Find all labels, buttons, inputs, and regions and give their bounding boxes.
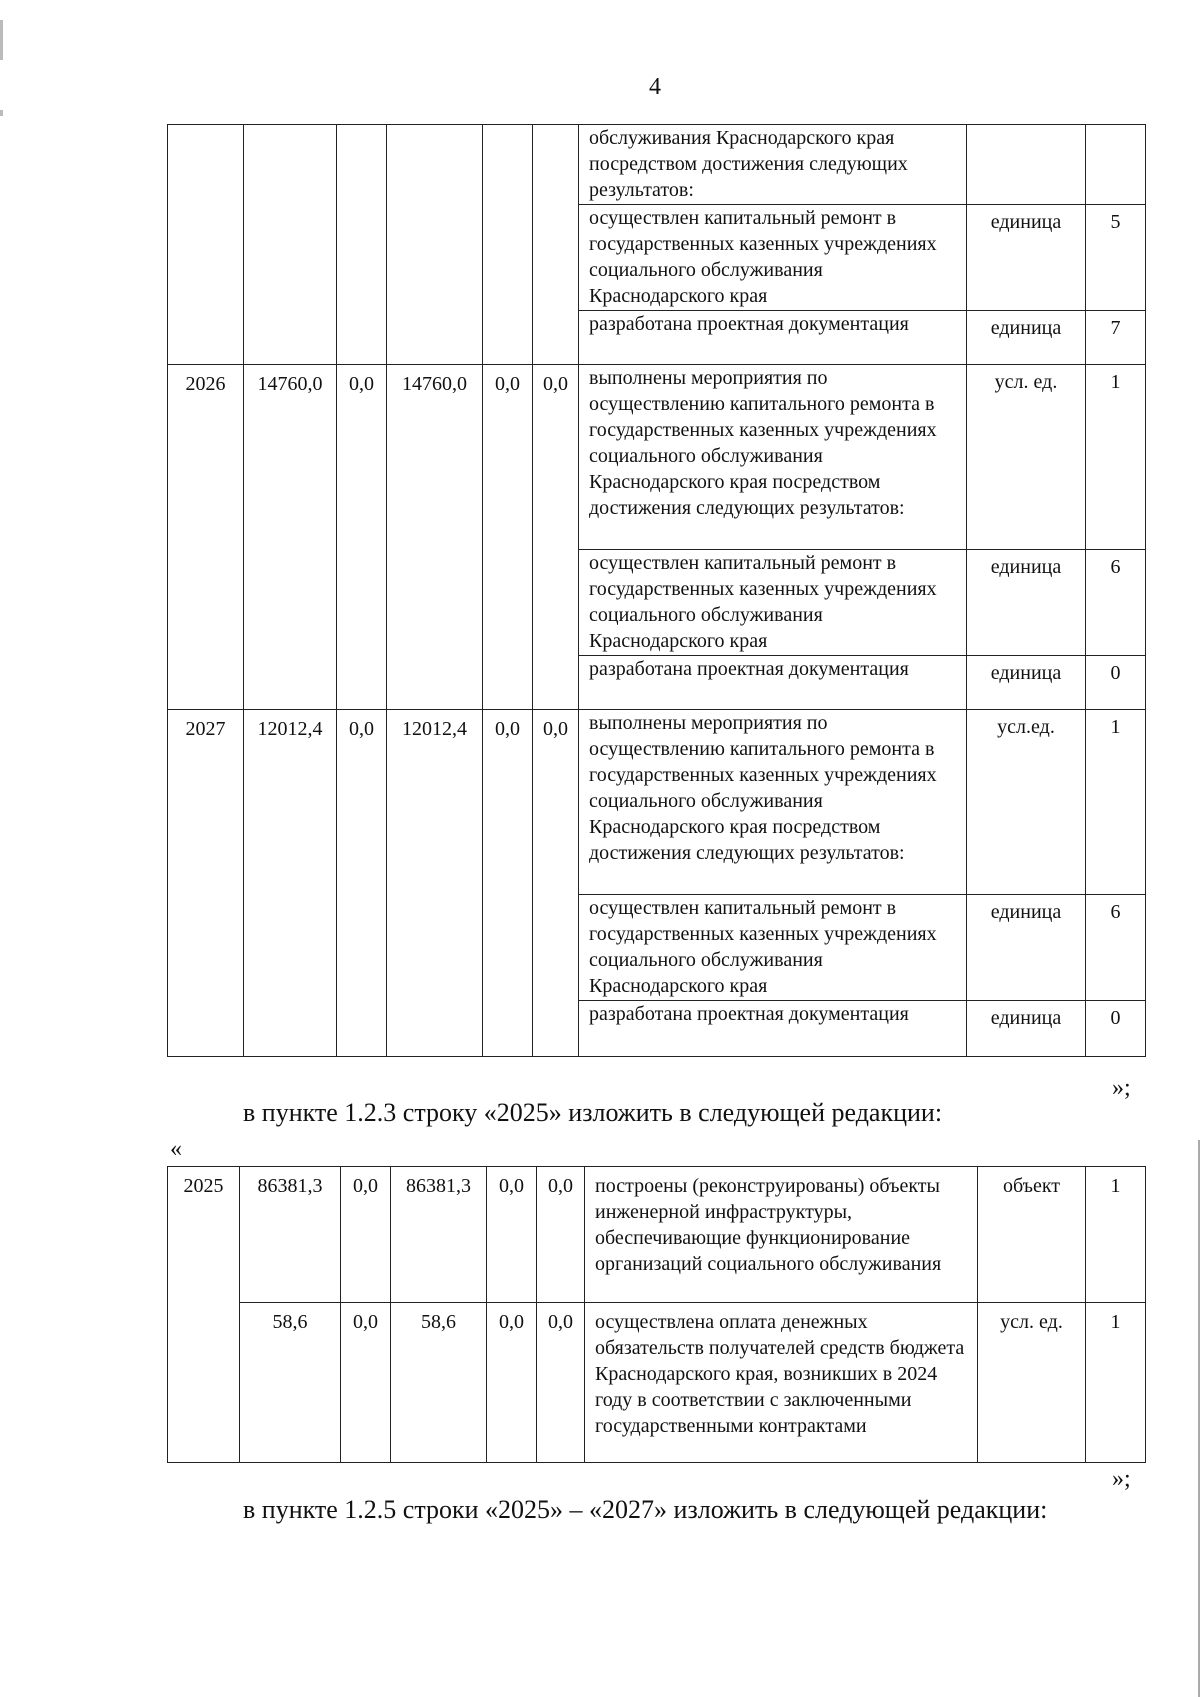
paragraph-amendment: в пункте 1.2.3 строку «2025» изложить в следующей редакции: xyxy=(243,1098,943,1127)
table-row xyxy=(168,365,1146,550)
year-cell: 2026 xyxy=(168,365,244,710)
results-table-continued xyxy=(167,124,1146,1057)
value-cell: 6 xyxy=(1086,895,1146,1001)
unit-cell: единица xyxy=(967,311,1086,365)
result-text: разработана проектная документация xyxy=(579,311,967,365)
value-cell: 0 xyxy=(1086,1001,1146,1057)
result-text: построены (реконструированы) объекты инженерной инфраструктуры, обеспечивающие функционирование организаций социального обслуживания xyxy=(585,1167,978,1303)
local-cell xyxy=(483,125,533,365)
unit-cell: единица xyxy=(967,895,1086,1001)
other-cell: 0,0 xyxy=(537,1303,585,1463)
result-text: осуществлен капитальный ремонт в государственных казенных учреждениях социального обслуживания Краснодарского края xyxy=(579,205,967,311)
value-cell: 1 xyxy=(1086,365,1146,550)
result-text: выполнены мероприятия по осуществлению капитального ремонта в государственных казенных учреждениях социального обслуживания Краснодарского края посредством достижения следующих результатов: xyxy=(579,710,967,895)
regional-cell: 12012,4 xyxy=(387,710,483,1057)
result-text: осуществлен капитальный ремонт в государственных казенных учреждениях социального обслуживания Краснодарского края xyxy=(579,895,967,1001)
results-table-2025 xyxy=(167,1166,1146,1463)
year-cell: 2027 xyxy=(168,710,244,1057)
regional-cell: 58,6 xyxy=(391,1303,487,1463)
other-cell: 0,0 xyxy=(533,710,579,1057)
local-cell: 0,0 xyxy=(483,365,533,710)
unit-cell: единица xyxy=(967,205,1086,311)
local-cell: 0,0 xyxy=(487,1303,537,1463)
result-text: выполнены мероприятия по осуществлению капитального ремонта в государственных казенных учреждениях социального обслуживания Краснодарского края посредством достижения следующих результатов: xyxy=(579,365,967,550)
value-cell: 6 xyxy=(1086,550,1146,656)
other-cell xyxy=(533,125,579,365)
closing-quote: »; xyxy=(1112,1075,1131,1101)
total-cell: 58,6 xyxy=(240,1303,341,1463)
regional-cell: 14760,0 xyxy=(387,365,483,710)
value-cell: 1 xyxy=(1086,710,1146,895)
result-text: обслуживания Краснодарского края посредством достижения следующих результатов: xyxy=(579,125,967,205)
other-cell: 0,0 xyxy=(537,1167,585,1303)
year-cell xyxy=(168,125,244,365)
unit-cell: единица xyxy=(967,1001,1086,1057)
unit-cell: единица xyxy=(967,656,1086,710)
regional-cell: 86381,3 xyxy=(391,1167,487,1303)
result-text: разработана проектная документация xyxy=(579,656,967,710)
value-cell: 1 xyxy=(1086,1167,1146,1303)
federal-cell: 0,0 xyxy=(341,1167,391,1303)
regional-cell xyxy=(387,125,483,365)
unit-cell: усл.ед. xyxy=(967,710,1086,895)
unit-cell: объект xyxy=(978,1167,1086,1303)
total-cell: 12012,4 xyxy=(244,710,337,1057)
table-row xyxy=(168,125,1146,205)
total-cell: 14760,0 xyxy=(244,365,337,710)
result-text: разработана проектная документация xyxy=(579,1001,967,1057)
table-row xyxy=(168,1303,1146,1463)
table-row xyxy=(168,1167,1146,1303)
federal-cell: 0,0 xyxy=(341,1303,391,1463)
value-cell: 7 xyxy=(1086,311,1146,365)
total-cell: 86381,3 xyxy=(240,1167,341,1303)
page-number: 4 xyxy=(649,74,661,100)
closing-quote: »; xyxy=(1112,1466,1131,1492)
year-cell: 2025 xyxy=(168,1167,240,1463)
federal-cell: 0,0 xyxy=(337,365,387,710)
unit-cell xyxy=(967,125,1086,205)
federal-cell: 0,0 xyxy=(337,710,387,1057)
total-cell xyxy=(244,125,337,365)
other-cell: 0,0 xyxy=(533,365,579,710)
value-cell: 1 xyxy=(1086,1303,1146,1463)
unit-cell: усл. ед. xyxy=(967,365,1086,550)
value-cell xyxy=(1086,125,1146,205)
unit-cell: единица xyxy=(967,550,1086,656)
federal-cell xyxy=(337,125,387,365)
opening-quote: « xyxy=(170,1136,182,1162)
value-cell: 5 xyxy=(1086,205,1146,311)
local-cell: 0,0 xyxy=(487,1167,537,1303)
result-text: осуществлен капитальный ремонт в государственных казенных учреждениях социального обслуживания Краснодарского края xyxy=(579,550,967,656)
unit-cell: усл. ед. xyxy=(978,1303,1086,1463)
result-text: осуществлена оплата денежных обязательств получателей средств бюджета Краснодарского края, возникших в 2024 году в соответствии с заключенными государственными контрактами xyxy=(585,1303,978,1463)
value-cell: 0 xyxy=(1086,656,1146,710)
table-row xyxy=(168,710,1146,895)
scan-edge-left xyxy=(0,0,3,1697)
paragraph-amendment: в пункте 1.2.5 строки «2025» – «2027» изложить в следующей редакции: xyxy=(243,1495,1048,1524)
local-cell: 0,0 xyxy=(483,710,533,1057)
